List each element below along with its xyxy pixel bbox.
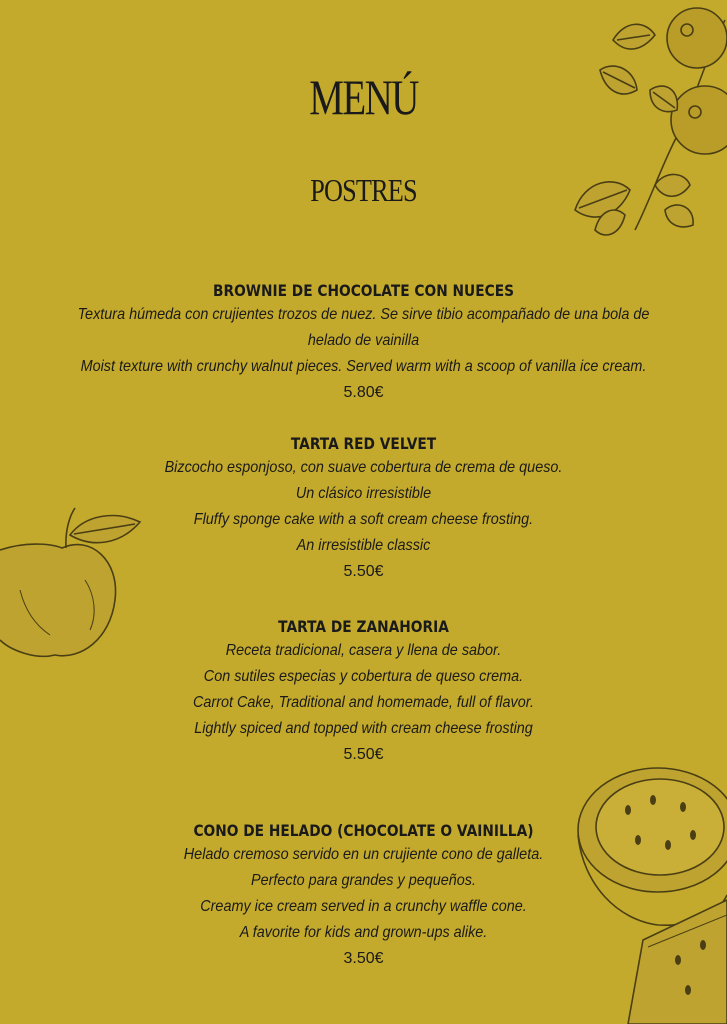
item-name: BROWNIE DE CHOCOLATE CON NUECES	[212, 281, 515, 300]
item-name: CONO DE HELADO (CHOCOLATE O VAINILLA)	[193, 821, 534, 840]
item-price: 5.50€	[343, 563, 384, 580]
item-price: 3.50€	[343, 950, 384, 967]
menu-title: MENÚ	[309, 69, 418, 125]
item-price: 5.80€	[343, 384, 384, 401]
item-name: TARTA DE ZANAHORIA	[278, 617, 449, 636]
item-description: A favorite for kids and grown-ups alike.	[239, 924, 488, 941]
item-description: Creamy ice cream served in a crunchy waffle cone.	[200, 898, 527, 915]
item-description: Bizcocho esponjoso, con suave cobertura de crema de queso.	[164, 459, 563, 476]
item-description: Lightly spiced and topped with cream cheese frosting	[194, 720, 533, 737]
orange-branch-illustration	[555, 0, 727, 270]
item-description: Helado cremoso servido en un crujiente cono de galleta.	[183, 846, 544, 863]
menu-item	[20, 433, 707, 585]
item-price: 5.50€	[343, 746, 384, 763]
item-description: Perfecto para grandes y pequeños.	[251, 872, 476, 889]
item-description: Fluffy sponge cake with a soft cream cheese frosting.	[193, 511, 534, 528]
menu-subtitle: POSTRES	[310, 172, 417, 208]
item-description: Carrot Cake, Traditional and homemade, full of flavor.	[193, 694, 534, 711]
item-name: TARTA RED VELVET	[290, 434, 437, 453]
menu-item	[20, 280, 707, 406]
item-description: Receta tradicional, casera y llena de sabor.	[225, 642, 502, 659]
item-description: An irresistible classic	[296, 537, 431, 554]
menu-item	[20, 820, 707, 972]
item-description: Con sutiles especias y cobertura de queso crema.	[203, 668, 524, 685]
menu-item	[20, 616, 707, 768]
item-description: Un clásico irresistible	[295, 485, 432, 502]
item-description: helado de vainilla	[307, 332, 420, 349]
item-description: Textura húmeda con crujientes trozos de nuez. Se sirve tibio acompañado de una bola de	[77, 306, 650, 323]
item-description: Moist texture with crunchy walnut pieces. Served warm with a scoop of vanilla ice cream.	[80, 358, 647, 375]
